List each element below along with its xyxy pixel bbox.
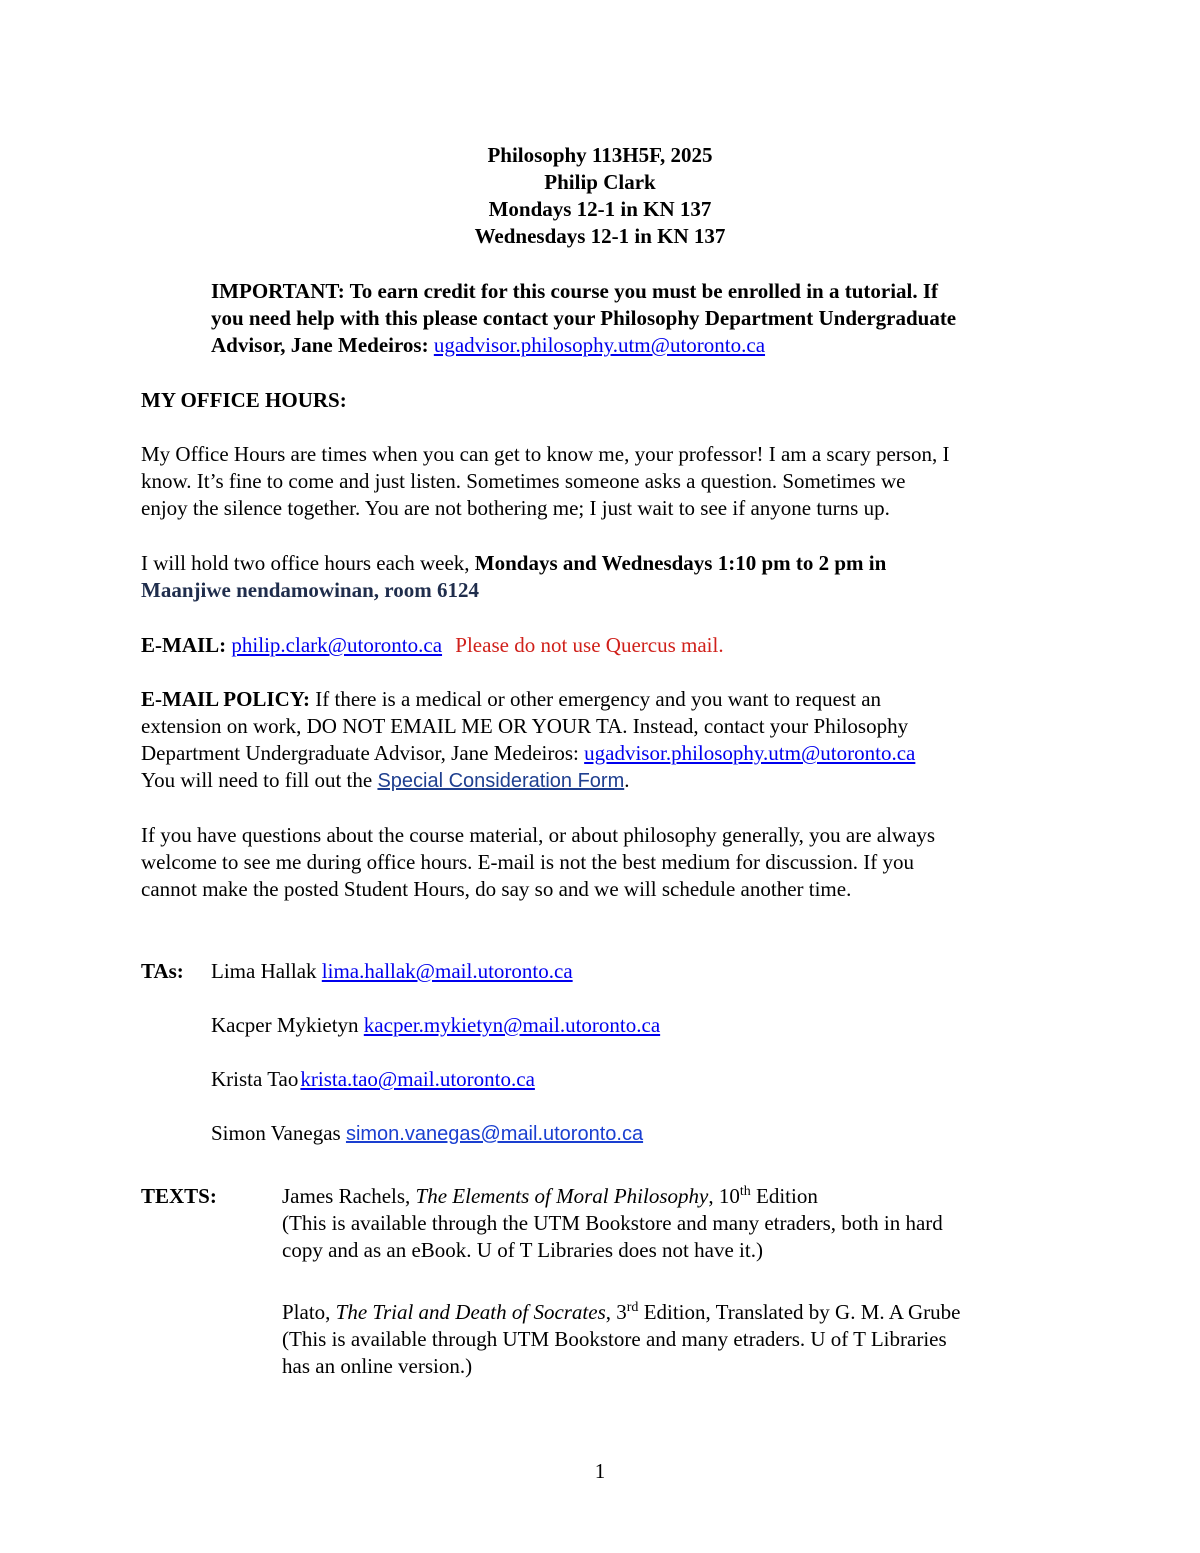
book1-author: James Rachels,	[282, 1184, 416, 1208]
office-hours-p1-line3: enjoy the silence together. You are not bothering me; I just wait to see if anyone turns up.	[141, 496, 890, 520]
ta-email-link[interactable]: simon.vanegas@mail.utoronto.ca	[345, 1123, 644, 1145]
email-line	[141, 632, 724, 659]
book1-title: The Elements of Moral Philosophy	[415, 1184, 709, 1208]
ta-entry	[211, 1120, 643, 1148]
book2-edition-num: , 3	[605, 1300, 627, 1324]
book1-edition-num: , 10	[708, 1184, 740, 1208]
tas-label: TAs:	[141, 959, 184, 983]
email-policy-line4	[141, 767, 629, 795]
questions-line1: If you have questions about the course material, or about philosophy generally, you are always	[141, 823, 936, 847]
ta-name: Simon Vanegas	[211, 1121, 341, 1145]
important-line-2: you need help with this please contact your Philosophy Department Undergraduate	[211, 306, 957, 330]
email-label: E-MAIL:	[141, 633, 227, 657]
course-title: Philosophy 113H5F, 2025	[487, 143, 713, 167]
book2-note-line1: (This is available through UTM Bookstore and many etraders. U of T Libraries	[282, 1327, 947, 1351]
office-hours-p1-line2: know. It’s fine to come and just listen. Sometimes someone asks a question. Sometimes we	[141, 469, 906, 493]
office-hours-times: Mondays and Wednesdays 1:10 pm to 2 pm in	[474, 551, 887, 575]
advisor-email-link[interactable]: ugadvisor.philosophy.utm@utoronto.ca	[433, 333, 766, 357]
texts-label: TEXTS:	[141, 1184, 217, 1208]
ta-name: Krista Tao	[211, 1067, 299, 1091]
important-line-1: IMPORTANT: To earn credit for this course you must be enrolled in a tutorial. If	[211, 279, 939, 303]
important-advisor-label: Advisor, Jane Medeiros:	[211, 333, 429, 357]
instructor-email-link[interactable]: philip.clark@utoronto.ca	[231, 633, 443, 657]
email-policy-line3	[141, 740, 915, 767]
office-hours-heading: MY OFFICE HOURS:	[141, 388, 347, 412]
email-note: Please do not use Quercus mail.	[455, 633, 724, 657]
page-number: 1	[594, 1459, 606, 1483]
ta-entry	[211, 1012, 660, 1039]
book2-edition-sup: rd	[626, 1300, 639, 1315]
ta-name: Lima Hallak	[211, 959, 317, 983]
book2-title: The Trial and Death of Socrates	[335, 1300, 606, 1324]
book1-edition-rest: Edition	[750, 1184, 818, 1208]
book2-edition-rest: Edition, Translated by G. M. A Grube	[638, 1300, 961, 1324]
office-hours-location: Maanjiwe nendamowinan, room 6124	[141, 578, 479, 602]
ta-entry	[211, 1066, 535, 1093]
instructor-name: Philip Clark	[544, 170, 656, 194]
ta-email-link[interactable]: kacper.mykietyn@mail.utoronto.ca	[363, 1013, 661, 1037]
important-line-3	[211, 332, 765, 359]
office-hours-p2-line1	[141, 550, 886, 577]
book2-author: Plato,	[282, 1300, 336, 1324]
book1-note-line1: (This is available through the UTM Bookstore and many etraders, both in hard	[282, 1211, 943, 1235]
email-policy-line1	[141, 686, 881, 713]
questions-line3: cannot make the posted Student Hours, do say so and we will schedule another time.	[141, 877, 852, 901]
book1-citation	[282, 1183, 818, 1210]
office-hours-intro: I will hold two office hours each week,	[141, 551, 475, 575]
special-consideration-form-link[interactable]: Special Consideration Form	[377, 770, 625, 792]
email-policy-text: If there is a medical or other emergency and you want to request an	[310, 687, 882, 711]
session-monday: Mondays 12-1 in KN 137	[488, 197, 712, 221]
form-period: .	[624, 768, 630, 792]
email-policy-advisor: Department Undergraduate Advisor, Jane Medeiros:	[141, 741, 585, 765]
book1-note-line2: copy and as an eBook. U of T Libraries does not have it.)	[282, 1238, 763, 1262]
book1-edition-sup: th	[739, 1184, 751, 1199]
ta-email-link[interactable]: lima.hallak@mail.utoronto.ca	[321, 959, 573, 983]
ta-email-link[interactable]: krista.tao@mail.utoronto.ca	[300, 1067, 535, 1091]
email-policy-line2: extension on work, DO NOT EMAIL ME OR YOUR TA. Instead, contact your Philosophy	[141, 714, 909, 738]
email-policy-label: E-MAIL POLICY:	[141, 687, 310, 711]
book2-note-line2: has an online version.)	[282, 1354, 473, 1378]
book2-citation	[282, 1299, 960, 1326]
form-instruction: You will need to fill out the	[141, 768, 378, 792]
office-hours-p1-line1: My Office Hours are times when you can get to know me, your professor! I am a scary person, I	[141, 442, 950, 466]
questions-line2: welcome to see me during office hours. E-mail is not the best medium for discussion. If you	[141, 850, 914, 874]
ta-name: Kacper Mykietyn	[211, 1013, 359, 1037]
policy-advisor-email-link[interactable]: ugadvisor.philosophy.utm@utoronto.ca	[584, 741, 916, 765]
ta-entry	[211, 958, 573, 985]
session-wednesday: Wednesdays 12-1 in KN 137	[474, 224, 726, 248]
